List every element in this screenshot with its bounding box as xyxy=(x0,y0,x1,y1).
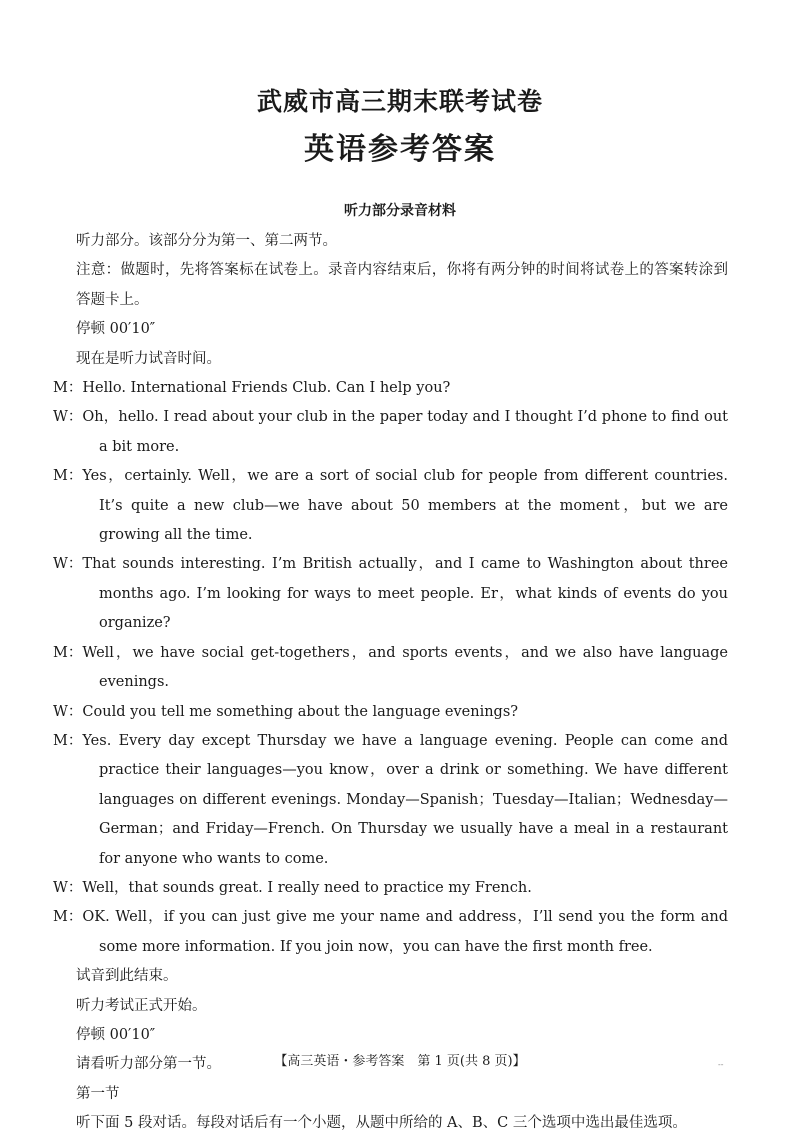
dialogue-line xyxy=(53,639,728,698)
speaker-label: W： xyxy=(53,556,83,573)
paragraph-section-one xyxy=(76,1080,728,1109)
dialogue-text: Oh，hello. I read about your club in the paper today and I thought I’d phone to find out a bit more. xyxy=(82,409,728,455)
paragraph-trial-end xyxy=(76,962,728,991)
page-footer: 【高三英语・参考答案 第 1 页(共 8 页)】 xyxy=(274,1054,526,1069)
paragraph-exam-start xyxy=(76,992,728,1021)
speaker-label: M： xyxy=(53,732,83,749)
dialogue-line xyxy=(53,462,728,550)
paragraph-intro xyxy=(76,227,728,256)
paragraph-text: 听力考试正式开始。 xyxy=(76,997,207,1014)
paragraph-text: 现在是听力试音时间。 xyxy=(76,350,221,367)
dialogue-text: Could you tell me something about the language evenings? xyxy=(82,703,519,720)
dialogue-text: Well，that sounds great. I really need to practice my French. xyxy=(82,879,532,896)
dialogue-text: Yes. Every day except Thursday we have a language evening. People can come and practice their languages—you know，over a drink or something. We have different languages on different evenings. Monday—Spanish；Tuesday—Italian；Wednesday—German；and Friday—French. On Thursday we usually have a meal in a restaurant for anyone who wants to come. xyxy=(82,732,728,867)
paragraph-pause xyxy=(76,315,728,344)
dialogue-line xyxy=(53,698,728,727)
dialogue-line xyxy=(53,874,728,903)
speaker-label: W： xyxy=(53,409,83,426)
dialogue-line xyxy=(53,403,728,462)
dialogue-line xyxy=(53,727,728,874)
answer-key-title: 英语参考答案 xyxy=(304,132,496,167)
speaker-label: M： xyxy=(53,909,83,926)
paragraph-text: 停顿 00′10″ xyxy=(76,1026,156,1043)
paragraph-text: 第一节 xyxy=(76,1085,120,1102)
footer-mark: -- xyxy=(718,1060,724,1069)
dialogue-text: Yes，certainly. Well，we are a sort of social club for people from different countries. It’s quite a new club—we have about 50 members at the moment，but we are growing all the time. xyxy=(82,468,728,544)
dialogue-text: Well，we have social get-togethers，and sports events，and we also have language evenings. xyxy=(82,644,728,691)
paragraph-text: 注意：做题时，先将答案标在试卷上。录音内容结束后，你将有两分钟的时间将试卷上的答案转涂到答题卡上。 xyxy=(76,262,728,308)
dialogue-text: OK. Well，if you can just give me your name and address，I’ll send you the form and some more information. If you join now，you can have the first month free. xyxy=(82,909,728,955)
section-heading: 听力部分录音材料 xyxy=(344,203,456,219)
paragraph-pause xyxy=(76,1021,728,1050)
exam-title: 武威市高三期末联考试卷 xyxy=(256,87,543,116)
speaker-label: W： xyxy=(53,879,83,896)
speaker-label: W： xyxy=(53,703,83,720)
dialogue-text: That sounds interesting. I’m British actually，and I came to Washington about three months ago. I’m looking for ways to meet people. Er，what kinds of events do you organize? xyxy=(82,556,728,632)
paragraph-trial-start xyxy=(76,345,728,374)
speaker-label: M： xyxy=(53,380,83,397)
dialogue-text: Hello. International Friends Club. Can I help you? xyxy=(82,380,451,397)
paragraph-note xyxy=(76,256,728,315)
transcript-body xyxy=(53,227,728,1139)
dialogue-line xyxy=(53,550,728,638)
paragraph-text: 试音到此结束。 xyxy=(76,968,178,985)
paragraph-text: 听力部分。该部分分为第一、第二两节。 xyxy=(76,233,337,249)
dialogue-line xyxy=(53,903,728,962)
speaker-label: M： xyxy=(53,468,83,485)
paragraph-text: 请看听力部分第一节。 xyxy=(76,1056,221,1073)
dialogue-line xyxy=(53,374,728,403)
paragraph-text: 停顿 00′10″ xyxy=(76,321,156,338)
speaker-label: M： xyxy=(53,644,83,661)
paragraph-text: 听下面 5 段对话。每段对话后有一个小题，从题中所给的 A、B、C 三个选项中选出最佳选项。 xyxy=(76,1115,687,1132)
